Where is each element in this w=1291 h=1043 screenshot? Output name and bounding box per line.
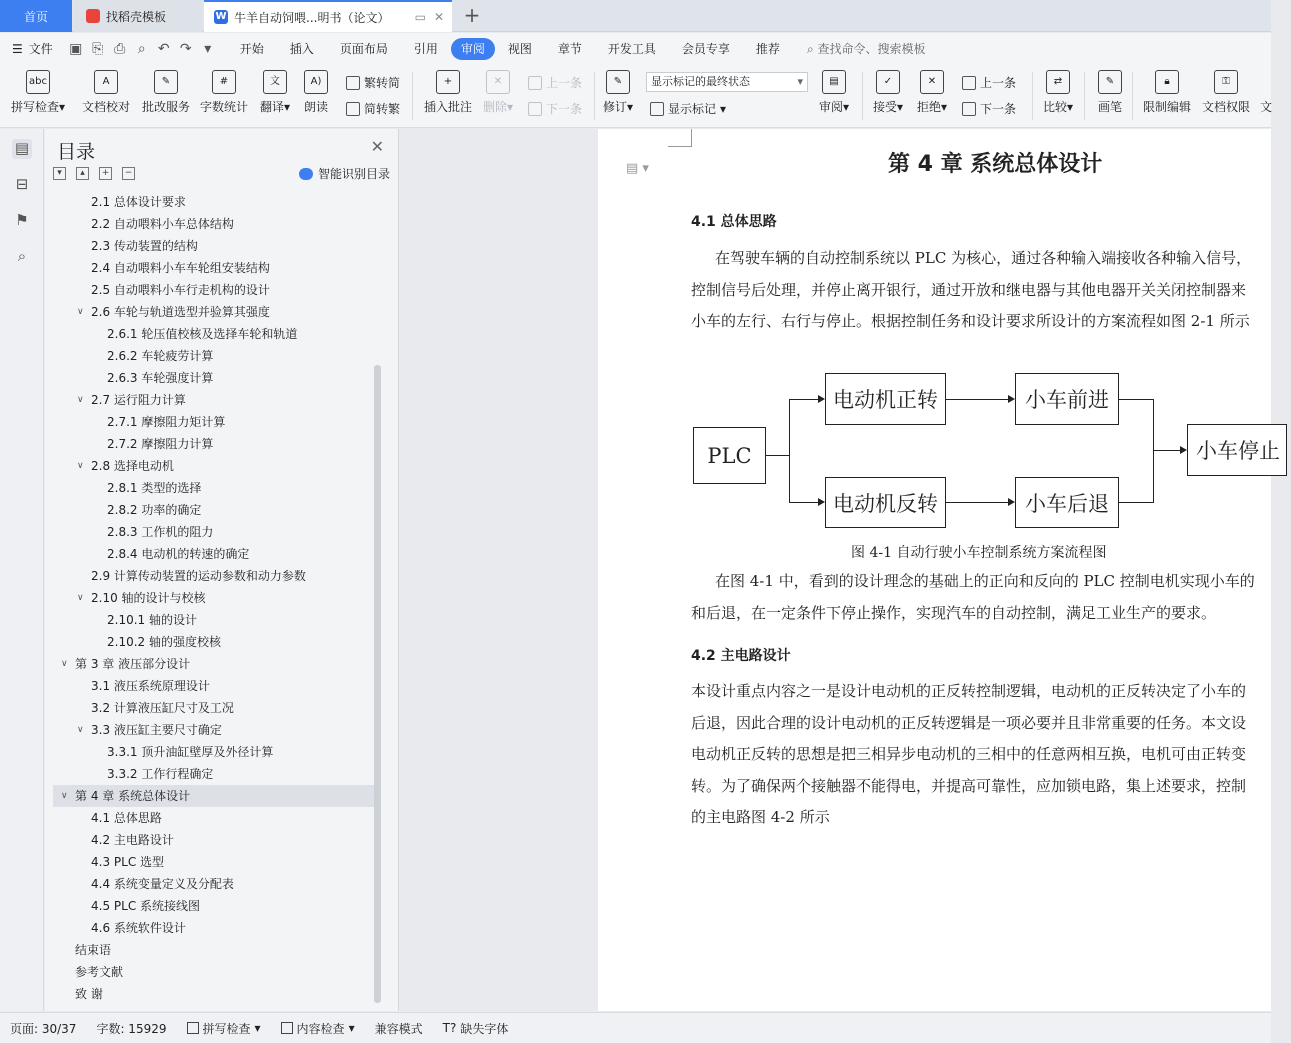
show-markup-button[interactable]: 显示标记 ▾ (650, 100, 726, 117)
text-line: 小车的左行、右行与停止。根据控制任务和设计要求所设计的方案流程如图 2-1 所示 (691, 312, 1250, 330)
menu-item[interactable]: 页面布局 (339, 41, 388, 56)
tab-templates-label: 找稻壳模板 (106, 9, 167, 24)
toc-item-label: 2.8.3 工作机的阻力 (107, 525, 214, 539)
tab-document[interactable] (204, 0, 452, 32)
missing-font-label: 缺失字体 (460, 1021, 509, 1036)
chevron-down-icon[interactable]: ∨ (61, 659, 68, 669)
more-ribbon-button[interactable] (1258, 70, 1274, 115)
ribbon-separator (412, 72, 413, 120)
toc-item[interactable] (53, 543, 375, 565)
flow-arrow (1180, 446, 1187, 454)
flow-reverse-label: 电动机反转 (833, 491, 938, 516)
flow-arrow (818, 498, 825, 506)
toc-item[interactable] (53, 609, 375, 631)
toc-item-label: 2.7.1 摩擦阻力矩计算 (107, 415, 226, 429)
chevron-down-icon[interactable]: ∨ (77, 593, 84, 603)
toc-item[interactable] (53, 895, 375, 917)
pen-icon: ✎ (1098, 70, 1122, 94)
review-pane-button[interactable]: ▤ 审阅▾ (816, 70, 852, 115)
toc-item[interactable] (53, 323, 375, 345)
chevron-down-icon[interactable]: ∨ (77, 461, 84, 471)
document-area (400, 129, 1280, 1011)
doc-proof-label: 文档校对 (81, 100, 130, 114)
close-icon[interactable]: ✕ (370, 137, 384, 156)
approve-service-label: 批改服务 (141, 100, 190, 114)
markup-state-value: 显示标记的最终状态 (651, 75, 750, 88)
toc-item-label: 4.6 系统软件设计 (91, 921, 186, 935)
toc-item-label: 2.2 自动喂料小车总体结构 (91, 217, 234, 231)
insert-comment-label: 插入批注 (423, 100, 472, 114)
flow-line (766, 455, 789, 456)
bookmark-icon[interactable]: ⚑ (15, 211, 29, 229)
menu-item[interactable]: 会员专享 (681, 41, 730, 56)
export-icon[interactable]: ⎘ (92, 40, 104, 57)
toc-item[interactable] (53, 499, 375, 521)
flow-line (789, 399, 818, 400)
flow-line (946, 502, 1008, 503)
toc-item-label: 4.3 PLC 选型 (91, 855, 165, 869)
accept-icon: ✓ (876, 70, 900, 94)
tab-home-label: 首页 (23, 9, 48, 24)
flow-line (789, 502, 818, 503)
toc-item[interactable] (53, 367, 375, 389)
word-count-indicator-label: 字数: 15929 (96, 1021, 167, 1036)
compat-mode (365, 1020, 433, 1037)
read-aloud-label: 朗读 (303, 100, 328, 114)
ribbon-separator (1132, 72, 1133, 120)
smart-toc-label: 智能识别目录 (317, 167, 390, 181)
menu-item[interactable]: 推荐 (755, 41, 780, 56)
toc-item-label: 3.1 液压系统原理设计 (91, 679, 210, 693)
prev-comment-label: 上一条 (546, 76, 583, 90)
toc-item[interactable] (53, 279, 375, 301)
trad-label: 繁转简 (364, 76, 401, 90)
prev-change-label: 上一条 (980, 76, 1017, 90)
toc-item[interactable] (53, 961, 375, 983)
prev-comment-button[interactable] (528, 74, 582, 91)
menu-item[interactable]: 审阅 (451, 38, 495, 60)
paragraph-3 (691, 676, 1291, 834)
chapter-heading: 第 4 章 系统总体设计 (888, 152, 1103, 177)
hamburger-icon: ☰ (12, 41, 23, 56)
status-content-check[interactable]: 内容检查 ▾ (271, 1020, 365, 1037)
simp-icon (346, 102, 360, 116)
toc-item-label: 4.4 系统变量定义及分配表 (91, 877, 234, 891)
menu-item[interactable]: 开发工具 (607, 41, 656, 56)
trad-icon (346, 76, 360, 90)
section-heading-4-1: 4.1 总体思路 (691, 214, 777, 230)
menu-item[interactable]: 章节 (557, 41, 582, 56)
toc-item[interactable] (53, 631, 375, 653)
toc-item[interactable] (53, 235, 375, 257)
ribbon-separator (594, 72, 595, 120)
text-line: 电动机正反转的思想是把三相异步电动机的三相中的任意两相互换，电机可由正转变 (691, 745, 1247, 763)
tab-bar (0, 0, 1271, 32)
nav-icon-bar (0, 129, 44, 1011)
prev-comment-icon (528, 76, 542, 90)
print-icon[interactable]: ⎙ (114, 40, 126, 57)
toc-item[interactable] (53, 653, 375, 675)
toc-item[interactable] (53, 719, 375, 741)
spell-check-label: 拼写检查 (10, 100, 59, 114)
save-icon[interactable]: ▣ (69, 40, 83, 57)
flow-line (946, 399, 1008, 400)
next-comment-button[interactable] (528, 100, 582, 117)
search-command[interactable]: ⌕ 查找命令、搜索模板 (806, 42, 926, 56)
new-tab-button[interactable]: + (463, 3, 481, 27)
spell-check-icon: abc (26, 70, 50, 94)
dropdown-icon[interactable]: ▾ (204, 40, 212, 57)
flow-back-box (1015, 477, 1119, 528)
toc-item[interactable] (53, 565, 375, 587)
next-comment-icon (528, 102, 542, 116)
spell-check-button[interactable]: abc 拼写检查▾ (10, 70, 66, 115)
flow-line (1153, 399, 1154, 503)
track-changes-button[interactable]: ✎ 修订▾ (600, 70, 636, 115)
preview-icon[interactable]: ⌕ (137, 40, 146, 57)
toc-item-label: 2.8.4 电动机的转速的确定 (107, 547, 250, 561)
collapse-all-icon[interactable]: ▾ (53, 167, 66, 180)
translate-icon: 文 (263, 70, 287, 94)
toc-title: 目录 (57, 141, 96, 163)
toc-item-label: 第 4 章 系统总体设计 (75, 789, 191, 803)
ribbon-separator (1032, 72, 1033, 120)
restrict-edit-button[interactable] (1140, 70, 1194, 115)
chapter-icon[interactable]: ⊟ (15, 175, 29, 193)
text-line: 本设计重点内容之一是设计电动机的正反转控制逻辑，电动机的正反转决定了小车的 (691, 682, 1247, 700)
text-line: 和后退，在一定条件下停止操作，实现汽车的自动控制，满足工业生产的要求。 (691, 603, 1217, 622)
toc-item-label: 参考文献 (75, 965, 124, 979)
flow-reverse-box (825, 477, 946, 528)
toc-item[interactable] (53, 433, 375, 455)
insert-comment-button[interactable] (422, 70, 474, 115)
text-line: 后退，因此合理的设计电动机的正反转逻辑是一项必要并且非常重要的任务。本文设 (691, 713, 1247, 732)
pen-button[interactable] (1094, 70, 1126, 115)
delete-comment-button[interactable]: ✕ 删除▾ (480, 70, 516, 115)
review-ribbon (0, 64, 1271, 128)
restrict-edit-label: 限制编辑 (1142, 100, 1191, 114)
toc-item-label: 2.5 自动喂料小车行走机构的设计 (91, 283, 270, 297)
status-spell-check[interactable]: 拼写检查 ▾ (177, 1020, 271, 1037)
ribbon-separator (862, 72, 863, 120)
writer-icon: W (215, 11, 227, 22)
page-indicator[interactable] (0, 1020, 86, 1037)
toc-icon[interactable]: ▤ (12, 139, 32, 159)
flow-forward-label: 电动机正转 (833, 388, 938, 412)
toc-item-label: 4.2 主电路设计 (91, 833, 174, 847)
toc-item-label: 2.9 计算传动装置的运动参数和动力参数 (91, 569, 306, 583)
toc-panel (45, 129, 399, 1011)
toc-item[interactable] (53, 939, 375, 961)
delete-comment-icon: ✕ (486, 70, 510, 94)
next-change-label: 下一条 (980, 102, 1017, 116)
toc-item-label: 2.7.2 摩擦阻力计算 (107, 437, 214, 451)
toc-item-label: 2.10 轴的设计与校核 (91, 591, 206, 605)
toc-item-label: 2.8.2 功率的确定 (107, 503, 202, 517)
missing-font-button[interactable] (433, 1020, 519, 1037)
pen-label: 画笔 (1097, 100, 1122, 114)
track-changes-icon: ✎ (606, 70, 630, 94)
menu-item[interactable]: 开始 (239, 41, 264, 56)
accept-button[interactable]: ✓ 接受▾ (870, 70, 906, 115)
toc-item[interactable] (53, 213, 375, 235)
toc-item-label: 2.3 传动装置的结构 (91, 239, 198, 253)
approve-service-button[interactable] (140, 70, 192, 115)
close-icon[interactable]: ✕ (433, 10, 444, 24)
expand-all-icon[interactable]: ▴ (76, 167, 89, 180)
review-pane-label: 审阅 (818, 100, 843, 114)
add-level-icon[interactable]: + (99, 167, 112, 180)
menu-item[interactable]: 插入 (289, 41, 314, 56)
more-ribbon-label: 文 (1259, 100, 1272, 114)
flow-arrow (1008, 498, 1015, 506)
flow-line (1119, 502, 1153, 503)
toc-item[interactable] (53, 675, 375, 697)
toc-item-label: 3.2 计算液压缸尺寸及工况 (91, 701, 234, 715)
page-indicator-label: 页面: 30/37 (10, 1021, 77, 1036)
toc-scrollbar[interactable] (374, 365, 381, 1003)
flow-plc-label: PLC (707, 443, 752, 468)
read-aloud-icon: A) (304, 70, 328, 94)
read-aloud-button[interactable] (300, 70, 332, 115)
paragraph-1 (691, 243, 1291, 338)
chevron-down-icon[interactable]: ∨ (77, 395, 84, 405)
smart-icon (299, 168, 313, 180)
toc-item[interactable] (53, 301, 375, 323)
figure-caption: 图 4-1 自动行驶小车控制系统方案流程图 (851, 545, 1107, 561)
show-markup-label: 显示标记 (668, 102, 717, 116)
toc-item-label: 4.5 PLC 系统接线图 (91, 899, 201, 913)
translate-label: 翻译 (259, 100, 284, 114)
toc-item-label: 2.6.3 车轮强度计算 (107, 371, 214, 385)
simp-to-trad-button[interactable] (346, 100, 400, 117)
toc-item[interactable] (53, 851, 375, 873)
toc-item[interactable] (53, 477, 375, 499)
lock-icon: 🔒︎ (1155, 70, 1179, 94)
toc-item-label: 2.6.2 车轮疲劳计算 (107, 349, 214, 363)
smart-toc-button[interactable] (299, 165, 390, 182)
paragraph-2 (691, 566, 1291, 629)
toc-item[interactable] (53, 983, 375, 1005)
remove-level-icon[interactable]: − (122, 167, 135, 180)
page-corner-mark (668, 129, 692, 147)
toc-item-label: 2.6.1 轮压值校核及选择车轮和轨道 (107, 327, 298, 341)
reject-label: 拒绝 (916, 100, 941, 114)
toc-item[interactable] (53, 785, 375, 807)
toc-item[interactable] (53, 411, 375, 433)
spell-check-status-icon (187, 1022, 199, 1034)
toc-item-label: 2.4 自动喂料小车车轮组安装结构 (91, 261, 270, 275)
toc-item[interactable] (53, 873, 375, 895)
menu-bar (0, 33, 1271, 64)
text-line: 在图 4-1 中，看到的设计理念的基础上的正向和反向的 PLC 控制电机实现小车的 (715, 572, 1255, 590)
file-menu[interactable] (0, 40, 65, 57)
flow-line (789, 399, 790, 503)
prev-change-button[interactable] (962, 74, 1016, 91)
flow-stop-box (1187, 424, 1287, 476)
ribbon-separator (1084, 72, 1085, 120)
flow-plc-box (693, 427, 766, 484)
toc-item-label: 2.8 选择电动机 (91, 459, 174, 473)
toc-item[interactable] (53, 807, 375, 829)
toc-item-label: 4.1 总体思路 (91, 811, 162, 825)
toc-item[interactable] (53, 697, 375, 719)
toc-item-label: 2.8.1 类型的选择 (107, 481, 202, 495)
simp-label: 简转繁 (364, 102, 401, 116)
flow-line (1153, 450, 1180, 451)
toc-item-label: 2.1 总体设计要求 (91, 195, 186, 209)
file-menu-label: 文件 (28, 42, 53, 56)
chevron-down-icon[interactable]: ∨ (77, 725, 84, 735)
redo-icon[interactable]: ↷ (179, 40, 192, 57)
toc-item[interactable] (53, 829, 375, 851)
compare-button[interactable]: ⇄ 比较▾ (1040, 70, 1076, 115)
chevron-down-icon[interactable]: ∨ (61, 791, 68, 801)
proof-icon: A (94, 70, 118, 94)
flow-go-box (1015, 373, 1119, 425)
toc-item[interactable] (53, 917, 375, 939)
translate-button[interactable]: 文 翻译▾ (256, 70, 294, 115)
toc-item[interactable] (53, 455, 375, 477)
word-count-indicator[interactable] (86, 1020, 176, 1037)
toc-item-label: 2.10.2 轴的强度校核 (107, 635, 221, 649)
comment-icon: + (436, 70, 460, 94)
delete-comment-label: 删除 (482, 100, 507, 114)
flow-go-label: 小车前进 (1025, 388, 1109, 412)
show-markup-icon (650, 102, 664, 116)
flow-back-label: 小车后退 (1025, 491, 1109, 516)
toc-toolbar (53, 167, 135, 180)
document-page (598, 129, 1280, 1011)
doc-permission-label: 文档权限 (1201, 100, 1250, 114)
tab-templates[interactable] (74, 0, 202, 32)
content-check-icon (281, 1022, 293, 1034)
toc-item[interactable] (53, 191, 375, 213)
toc-item-label: 结束语 (75, 943, 112, 957)
next-change-button[interactable] (962, 100, 1016, 117)
flow-line (1119, 399, 1153, 400)
text-line: 转。为了确保两个接触器不能得电，并提高可靠性，应加锁电路，集上述要求，控制 (691, 776, 1247, 795)
text-line: 控制信号后处理，并停止离开银行，通过开放和继电器与其他电器开关关闭控制器来 (691, 280, 1247, 299)
doc-permission-button[interactable] (1200, 70, 1252, 115)
markup-state-select[interactable] (646, 72, 808, 92)
approve-icon: ✎ (154, 70, 178, 94)
review-pane-icon: ▤ (822, 70, 846, 94)
toc-item-label: 3.3.2 工作行程确定 (107, 767, 214, 781)
flow-arrow (818, 395, 825, 403)
toc-item[interactable] (53, 257, 375, 279)
text-line: 在驾驶车辆的自动控制系统以 PLC 为核心，通过各种输入端接收各种输入信号， (715, 249, 1252, 267)
prev-change-icon (962, 76, 976, 90)
page-menu-icon[interactable]: ▤ ▾ (626, 161, 649, 176)
compare-label: 比较 (1042, 100, 1067, 114)
permission-icon: ⚿ (1214, 70, 1238, 94)
flow-forward-box (825, 373, 946, 425)
missing-font-icon: T? (442, 1021, 457, 1035)
toc-item[interactable] (53, 345, 375, 367)
menu-item[interactable]: 视图 (507, 41, 532, 56)
reject-icon: ✕ (920, 70, 944, 94)
toc-item-label: 第 3 章 液压部分设计 (75, 657, 191, 671)
status-bar (0, 1012, 1271, 1043)
reject-button[interactable]: ✕ 拒绝▾ (914, 70, 950, 115)
flow-stop-label: 小车停止 (1196, 439, 1280, 463)
trad-to-simp-button[interactable] (346, 74, 400, 91)
toc-item-label: 致 谢 (75, 987, 103, 1001)
menu-item[interactable]: 引用 (413, 41, 438, 56)
toc-item-label: 2.10.1 轴的设计 (107, 613, 197, 627)
status-spell-label: 拼写检查 (202, 1021, 251, 1036)
window-icon[interactable]: ▭ (414, 10, 426, 24)
next-change-icon (962, 102, 976, 116)
doc-proof-button[interactable] (80, 70, 132, 115)
toc-item[interactable] (53, 521, 375, 543)
toc-item-label: 2.7 运行阻力计算 (91, 393, 186, 407)
search-command-label: 查找命令、搜索模板 (817, 42, 926, 56)
toc-item[interactable] (53, 763, 375, 785)
toc-item-label: 3.3 液压缸主要尺寸确定 (91, 723, 222, 737)
toc-item-label: 2.6 车轮与轨道选型并验算其强度 (91, 305, 270, 319)
toc-item[interactable] (53, 389, 375, 411)
docer-icon (86, 9, 100, 23)
tab-document-label: 牛羊自动饲喂...明书（论文） (234, 10, 390, 25)
section-heading-4-2: 4.2 主电路设计 (691, 648, 791, 664)
status-content-label: 内容检查 (296, 1021, 345, 1036)
tab-home[interactable] (0, 0, 72, 32)
undo-icon[interactable]: ↶ (157, 40, 170, 57)
word-count-label: 字数统计 (199, 100, 248, 114)
compat-mode-label: 兼容模式 (374, 1021, 423, 1036)
flow-arrow (1008, 395, 1015, 403)
chevron-down-icon[interactable]: ∨ (77, 307, 84, 317)
search-icon[interactable]: ⌕ (17, 247, 27, 265)
track-changes-label: 修订 (602, 100, 627, 114)
text-line: 的主电路图 4-2 所示 (691, 808, 830, 826)
next-comment-label: 下一条 (546, 102, 583, 116)
toc-item[interactable] (53, 741, 375, 763)
accept-label: 接受 (872, 100, 897, 114)
toc-item[interactable] (53, 587, 375, 609)
toc-list (53, 191, 375, 1009)
word-count-button[interactable] (198, 70, 250, 115)
word-count-icon: # (212, 70, 236, 94)
toc-item-label: 3.3.1 顶升油缸壁厚及外径计算 (107, 745, 274, 759)
compare-icon: ⇄ (1046, 70, 1070, 94)
